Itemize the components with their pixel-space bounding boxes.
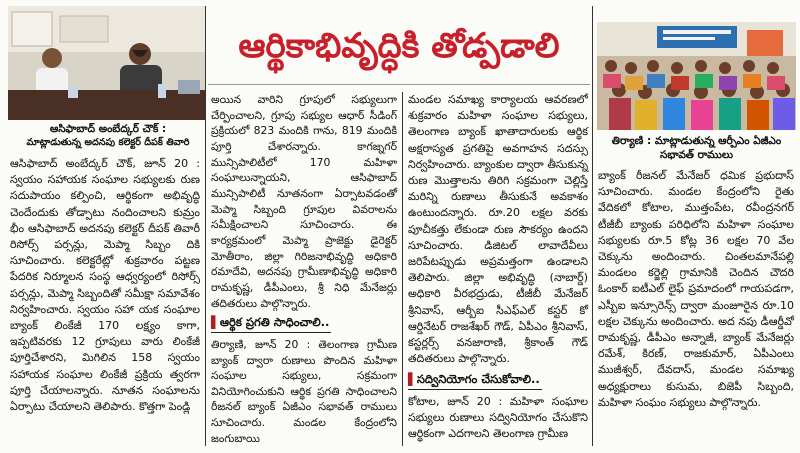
headline-underline [208,84,590,85]
photo-left-officials [8,6,206,120]
subheading-marker: ▌ [211,315,220,330]
photo-left-illustration [8,6,206,120]
column-3-subheading-text: సద్వినియోగం చేసుకోవాలి.. [416,372,540,387]
photo-right-caption [597,134,796,162]
column-3-paragraph-2: కోటాల, జూన్ 20 : మహిళా సంఘాల సభ్యులు రుణాలు సద్వినియోగం చేసుకొని ఆర్థికంగా ఎదగాలని తెలంగాణ గ్రామీణ [408,394,588,441]
photo-left-caption [8,122,208,150]
article-column-2 [211,92,397,446]
column-2-subheading [211,315,331,333]
photo-right-caption-line1: తిర్యాణి : మాట్లాడుతున్న ఆర్పీఎం ఏజీఎం [611,135,782,147]
column-2-paragraph-2: తిర్యాణి, జూన్ 20 : తెలంగాణ గ్రామీణ బ్యాంక్ ద్వారా రుణాలు పొందిన మహిళా సంఘాల సభ్యులు, సక్రమంగా వినియోగించుకుని ఆర్థిక ప్రగతి సాధించాలని రీజనల్ బ్యాంక్ ఏజీఎం సభావత్ రాములు సూచించారు. మండల కేంద్రంలోని జంగుబాయి [211,337,397,445]
column-2-paragraph-1: అయిన వారిని గ్రూపులో సభ్యులుగా చేర్పించాలని, గ్రూపు సభ్యుల ఆధార్ సీడింగ్ ప్రక్రియలో 823 మందికి గాను, 819 మందికి పూర్తి చేశారన్నారు. కాగజ్నగర్ మున్సిపాలిటీలో 170 మహిళా సంఘాలున్నాయని, ఆసిఫాబాద్ మున్సిపాలిటీ నూతనంగా ఏర్పాటవడంతో మెప్మా సిబ్బంది గ్రూపుల వివరాలను సమీక్షించాలని సూచించారు. ఈ కార్యక్రమంలో మెప్మా ప్రాజెక్టు డైరెక్టర్ మోతీరాం, జిల్లా గిరిజనాభివృద్ధి అధికారి రమాదేవి, అదనపు గ్రామీణాభివృద్ధి అధికారి రామకృష్ణ, డీపీఎంలు, శ్రీ నిధి మేనేజర్లు తదితరులు పాల్గొన్నారు. [211,93,397,310]
photo-left-caption-line2: మాట్లాడుతున్న అదనపు కలెక్టర్ దీపక్ తివారి [26,137,190,148]
column-3-paragraph-1: మండల సమాఖ్య కార్యాలయ ఆవరణలో శుక్రవారం మహిళా సంఘాల సభ్యులు, తెలంగాణ బ్యాంక్ ఖాతాదారులకు ఆర్థిక అక్షరాస్యత ప్రగతిపై అవగాహన సదస్సు నిర్వహించారు. బ్యాంకుల ద్వారా తీసుకున్న రుణ మొత్తాలను తిరిగి సక్రమంగా చెల్లిస్తే మరిన్ని రుణాలు తీసుకునే అవకాశం ఉంటుందన్నారు. రూ.20 లక్షల వరకు పూచీకత్తు లేకుండా రుణ సౌకర్యం ఉందని సూచించారు. డిజిటల్ లావాదేవీలు జరిపేటప్పుడు అప్రమత్తంగా ఉండాలని తెలిపారు. జిల్లా అభివృద్ధి (నాబార్డ్) అధికారి వీరభద్రుడు, టీజీబీ మేనేజర్ శ్రీనివాస్, ఆర్బీఐ సీఎఫ్ఎల్ కస్టర్ కో ఆర్డినేటర్ రాజశేఖర్ గౌడ్, ఏపీఎం శ్రీనివాస్, కస్టర్లర్స్ వనజారాణి, శ్రీకాంత్ గౌడ్ తదితరులు పాల్గొన్నారు. [408,93,588,366]
column-4-paragraph: బ్యాంక్ రీజనల్ మేనేజర్ ధమిక ప్రభుదాస్ సూచించారు. మండల కేంద్రంలోని రైతు వేదికలో కోటాల, ముత్తంపేట, రవీంద్రనగర్ టీజీబీ బ్యాంకు పరిధిలోని మహిళా సంఘాల సభ్యులకు రూ.5 కోట్ల 36 లక్షల 70 వేల చెక్కును అందించారు. చింతలమానేపల్లి మండలం కర్జెల్లి గ్రామానికి చెందిన చౌదరి ఓంకార్ ఐటీఎల్ లైఫ్ ప్రమాదంలో గాయపడగా, ఎస్బీఐ ఇన్సూరెన్స్ ద్వారా మంజూరైన రూ.10 లక్షల చెక్కును అందించారు. అద నపు డీఆర్డీవో రామకృష్ణ, డీపీఎం అన్నాజీ, బ్యాంక్ మేనేజర్లు రమేశ్, కిరణ్, రాజకుమార్, ఏపీఎంలు ముజీశ్వర్, దేవదాస్, మండల సమాఖ్య అధ్యక్షురాలు కుసుమ, బిజెపీ సిబ్బంది, మహిళా సంఘం సభ్యులు పాల్గొన్నారు. [598,169,794,409]
photo-left-caption-line1: ఆసిఫాబాద్ అంబేద్కర్ చౌక్ : [49,123,167,135]
article-column-1 [10,156,200,415]
column-divider [592,6,593,446]
headline: ఆర్థికాభివృద్ధికి తోడ్పడాలి [238,26,560,66]
subheading-marker: ▌ [408,372,417,387]
photo-right-meeting [597,22,796,130]
column-divider [402,92,403,446]
photo-right-caption-line2: సభావత్ రాములు [660,149,733,161]
photo-right-illustration [597,22,796,130]
column-2-subheading-text: ఆర్థిక ప్రగతి సాధించాలి.. [219,315,330,330]
article-column-4 [598,168,794,411]
article-column-3 [408,92,588,442]
column-1-paragraph: ఆసిఫాబాద్ అంబేద్కర్ చౌక్, జూన్ 20 : స్వయం సహాయక సంఘాల సభ్యులకు రుణ సదుపాయం కల్పించి, ఆర్థికంగా అభివృద్ధి చెందేందుకు తోడ్పాటు నందించాలని కుమ్రం భీం ఆసిఫాబాద్ అదనపు కలెక్టర్ దీపక్ తివారీ రిసోర్స్ పర్సన్లు, మెప్మా సిబ్బం దికి సూచించారు. కలెక్టరేట్లో శుక్రవారం పట్టణ పేదరిక నిర్మూలన సంస్థ ఆధ్వర్యంలో రిసోర్స్ పర్సన్లు, మెప్మా సిబ్బందితో సమీక్షా సమావేశం నిర్వహించారు. స్వయం సహా యక సంఘాల బ్యాంక్ లింకేజీ 170 లక్ష్యం కాగా, ఇప్పటివరకు 12 గ్రూపులు వారు లింకేజీ పూర్తిచేశారని, మిగిలిన 158 స్వయం సహాయక సంఘాల లింకేజీ ప్రక్రియ త్వరగా పూర్తి చేయాలన్నారు. నూతన సంఘాలను ఏర్పాటు చేయాలని తెలిపారు. కొత్తగా పెండ్లి [10,157,200,414]
column-divider [205,6,206,446]
column-3-subheading [408,371,542,389]
